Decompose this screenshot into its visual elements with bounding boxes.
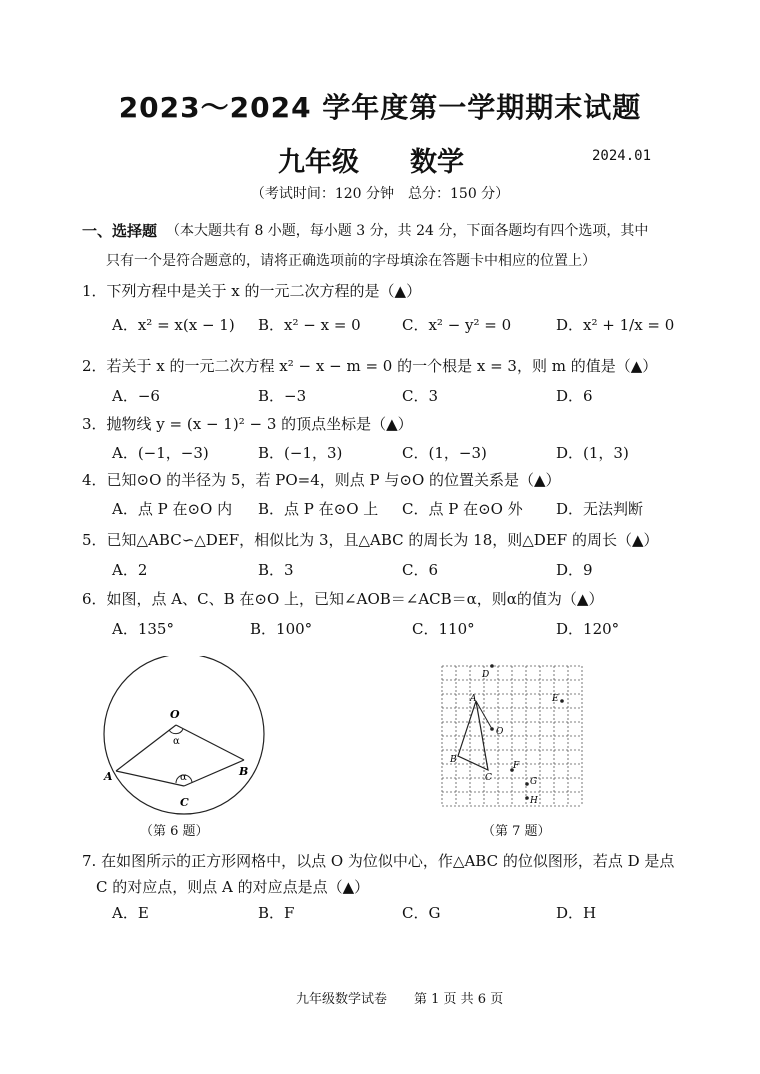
footer-title: 九年级数学试卷 (296, 992, 388, 1007)
q3-option-d: D．(1，3) (556, 444, 629, 462)
label-c-fig7: C (485, 773, 492, 783)
label-alpha-c: α (180, 772, 187, 783)
q4-option-b: B．点 P 在⊙O 上 (258, 500, 379, 518)
triangle-abc (458, 701, 488, 770)
point-g (525, 782, 529, 786)
q4-option-a: A．点 P 在⊙O 内 (112, 500, 233, 518)
question-7-stem-2: C 的对应点，则点 A 的对应点是点（▲） (96, 878, 370, 896)
q3-option-b: B．(−1，3) (258, 444, 343, 462)
figure-6-circle (96, 656, 276, 816)
label-a-fig7: A (470, 694, 477, 704)
subject-label: 数学 (410, 147, 464, 178)
question-2-stem: 2．若关于 x 的一元二次方程 x² − x − m = 0 的一个根是 x = 3，则 m 的值是（▲） (82, 357, 658, 375)
grade-label: 九年级 (278, 147, 359, 178)
exam-info: （考试时间：120 分钟 总分：150 分） (250, 186, 510, 202)
q1-option-c: C．x² − y² = 0 (402, 316, 512, 334)
q7-option-d: D．H (556, 904, 597, 922)
q3-option-a: A．(−1，−3) (112, 444, 209, 462)
label-d-fig7: D (482, 670, 490, 680)
q4-option-d: D．无法判断 (556, 500, 644, 518)
q4-option-c: C．点 P 在⊙O 外 (402, 500, 523, 518)
q1-option-d: D．x² + 1/x = 0 (556, 316, 675, 334)
point-d (490, 664, 494, 668)
q1-option-a: A．x² = x(x − 1) (112, 316, 235, 334)
question-5-stem: 5．已知△ABC∽△DEF，相似比为 3，且△ABC 的周长为 18，则△DEF 的周长（▲） (82, 531, 659, 549)
figure-6-caption: （第 6 题） (140, 824, 209, 839)
exam-date: 2024.01 (592, 148, 652, 164)
q6-option-c: C．110° (412, 620, 475, 638)
label-g-fig7: G (530, 777, 538, 787)
point-e (560, 699, 564, 703)
point-h (525, 796, 529, 800)
q5-option-d: D．9 (556, 561, 593, 579)
segment-bc (184, 760, 244, 786)
q3-option-c: C．(1，−3) (402, 444, 487, 462)
segment-oa (116, 725, 176, 771)
q2-option-c: C．3 (402, 387, 439, 405)
figure-7-caption: （第 7 题） (482, 824, 551, 839)
label-o: O (170, 708, 180, 721)
footer-page: 第 1 页 共 6 页 (414, 992, 504, 1007)
circle-o (104, 656, 264, 814)
q2-option-a: A．−6 (112, 387, 160, 405)
angle-aob-arc (169, 729, 183, 734)
q7-option-a: A．E (112, 904, 149, 922)
section-instructions-2: 只有一个是符合题意的，请将正确选项前的字母填涂在答题卡中相应的位置上） (106, 253, 596, 269)
question-3-stem: 3．抛物线 y = (x − 1)² − 3 的顶点坐标是（▲） (82, 415, 413, 433)
q1-option-b: B．x² − x = 0 (258, 316, 361, 334)
label-f-fig7: F (513, 761, 520, 771)
segment-ac (116, 771, 184, 786)
segment-ob (176, 725, 244, 760)
label-e-fig7: E (552, 694, 559, 704)
figure-7-grid (436, 660, 586, 812)
q5-option-c: C．6 (402, 561, 439, 579)
q2-option-d: D．6 (556, 387, 593, 405)
label-a: A (104, 770, 113, 783)
question-7-stem-1: 7. 在如图所示的正方形网格中，以点 O 为位似中心，作△ABC 的位似图形，若点 D 是点 (82, 852, 675, 870)
label-c: C (180, 796, 189, 809)
q5-option-b: B．3 (258, 561, 294, 579)
section-instructions-1: （本大题共有 8 小题，每小题 3 分，共 24 分，下面各题均有四个选项，其中 (166, 223, 649, 239)
question-1-stem: 1．下列方程中是关于 x 的一元二次方程的是（▲） (82, 282, 422, 300)
point-o (490, 727, 494, 731)
label-b: B (239, 765, 249, 778)
label-h-fig7: H (530, 796, 538, 806)
label-o-fig7: O (496, 727, 504, 737)
q7-option-c: C．G (402, 904, 441, 922)
q2-option-b: B．−3 (258, 387, 307, 405)
question-4-stem: 4．已知⊙O 的半径为 5，若 PO=4，则点 P 与⊙O 的位置关系是（▲） (82, 471, 561, 489)
question-6-stem: 6．如图，点 A、C、B 在⊙O 上，已知∠AOB＝∠ACB＝α，则α的值为（▲） (82, 590, 604, 608)
label-alpha-o: α (173, 736, 180, 747)
q5-option-a: A．2 (112, 561, 148, 579)
grid-lines (442, 666, 582, 806)
q6-option-a: A．135° (112, 620, 174, 638)
q6-option-d: D．120° (556, 620, 620, 638)
label-b-fig7: B (450, 755, 457, 765)
q6-option-b: B．100° (250, 620, 313, 638)
page-title: 2023～2024 学年度第一学期期末试题 (118, 91, 642, 124)
q7-option-b: B．F (258, 904, 295, 922)
section-heading: 一、选择题 (82, 222, 158, 240)
